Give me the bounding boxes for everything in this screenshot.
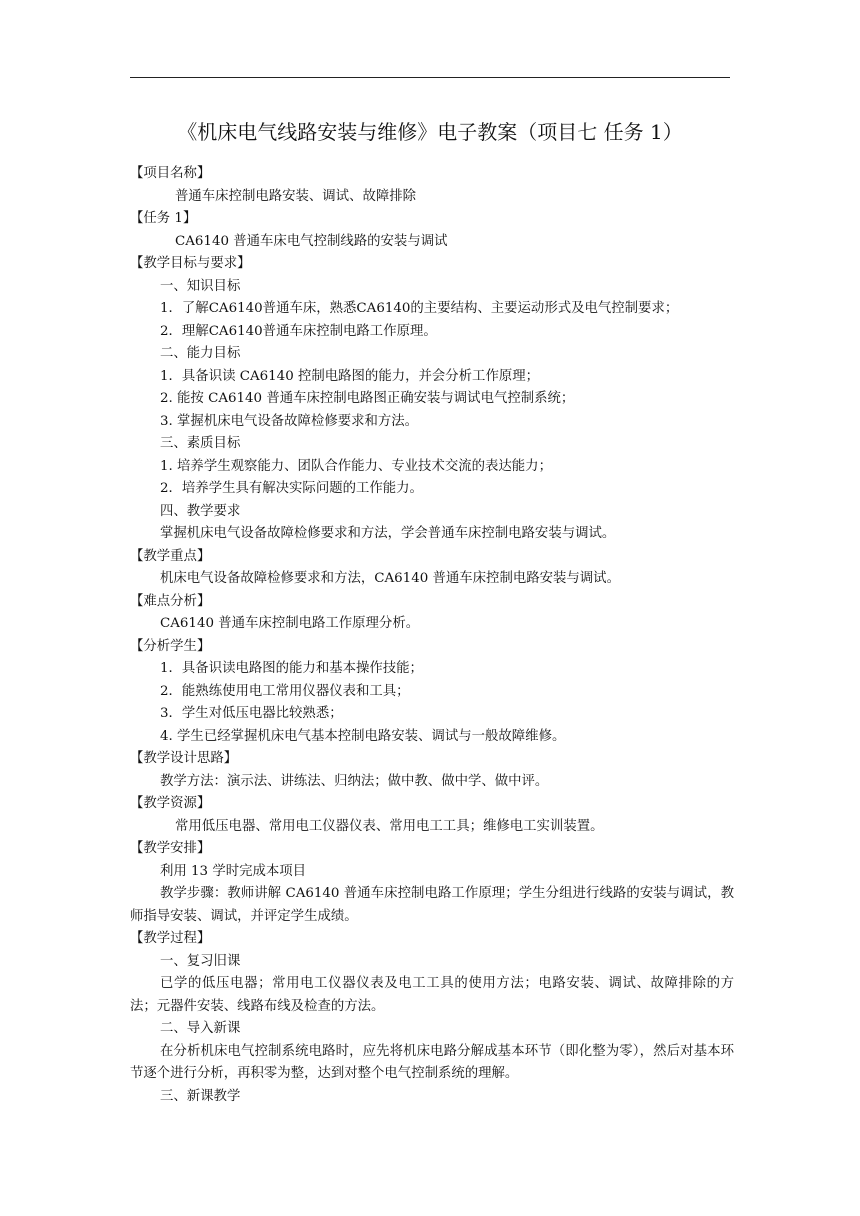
text-line: 1．了解CA6140普通车床，熟悉CA6140的主要结构、主要运动形式及电气控制要求； [160, 301, 679, 316]
text-line: 3. 掌握机床电气设备故障检修要求和方法。 [160, 413, 419, 429]
text-line: 在分析机床电气控制系统电路时，应先将机床电路分解成基本环节（即化整为零），然后对基本环节逐个进行分析，再积零为整，达到对整个电气控制系统的理解。 [130, 1043, 734, 1081]
text-line: 已学的低压电器；常用电工仪器仪表及电工工具的使用方法；电路安装、调试、故障排除的方法；元器件安装、线路布线及检查的方法。 [130, 976, 734, 1014]
text-line: 一、知识目标 [160, 278, 241, 294]
document-body [130, 163, 734, 1108]
text-line: 三、新课教学 [160, 1088, 241, 1104]
text-line: 2. 能按 CA6140 普通车床控制电路图正确安装与调试电气控制系统； [160, 391, 575, 406]
text-line: 利用 13 学时完成本项目 [160, 863, 307, 879]
section-heading: 【教学重点】 [130, 548, 211, 564]
text-line: 4. 学生已经掌握机床电气基本控制电路安装、调试与一般故障维修。 [160, 728, 566, 744]
text-line: 1．具备识读 CA6140 控制电路图的能力，并会分析工作原理； [160, 368, 540, 384]
section-heading: 【分析学生】 [130, 638, 211, 654]
section-heading: 【项目名称】 [130, 166, 211, 181]
text-line: 1．具备识读电路图的能力和基本操作技能； [160, 661, 423, 676]
section-heading: 【教学过程】 [130, 931, 211, 946]
section-heading: 【教学资源】 [130, 796, 211, 811]
text-line: CA6140 普通车床电气控制线路的安装与调试 [175, 233, 448, 249]
section-heading: 【难点分析】 [130, 593, 211, 609]
text-line: 机床电气设备故障检修要求和方法，CA6140 普通车床控制电路安装与调试。 [160, 571, 620, 586]
text-line: 1. 培养学生观察能力、团队合作能力、专业技术交流的表达能力； [160, 458, 552, 474]
text-line: 教学方法：演示法、讲练法、归纳法；做中教、做中学、做中评。 [160, 773, 549, 789]
text-line: 2．能熟练使用电工常用仪器仪表和工具； [160, 683, 410, 699]
text-line: 常用低压电器、常用电工仪器仪表、常用电工工具；维修电工实训装置。 [175, 818, 604, 834]
text-line: 三、素质目标 [160, 436, 241, 451]
text-line: 四、教学要求 [160, 503, 241, 519]
section-heading: 【教学安排】 [130, 841, 211, 856]
header-rule [130, 77, 730, 78]
document-title: 《机床电气线路安装与维修》电子教案（项目七 任务 1） [177, 120, 683, 144]
text-line: 二、能力目标 [160, 346, 241, 361]
text-line: 2．理解CA6140普通车床控制电路工作原理。 [160, 323, 437, 339]
text-line: 普通车床控制电路安装、调试、故障排除 [175, 188, 417, 204]
section-heading: 【教学目标与要求】 [130, 256, 251, 271]
text-line: 二、导入新课 [160, 1021, 241, 1036]
text-line: 教学步骤：教师讲解 CA6140 普通车床控制电路工作原理；学生分组进行线路的安装与调试，教师指导安装、调试，并评定学生成绩。 [130, 886, 734, 924]
text-line: 掌握机床电气设备故障检修要求和方法，学会普通车床控制电路安装与调试。 [160, 526, 616, 541]
section-heading: 【任务 1】 [130, 211, 197, 226]
text-line: CA6140 普通车床控制电路工作原理分析。 [160, 616, 420, 631]
text-line: 一、复习旧课 [160, 953, 241, 969]
text-line: 2．培养学生具有解决实际问题的工作能力。 [160, 481, 423, 496]
section-heading: 【教学设计思路】 [130, 751, 238, 766]
text-line: 3．学生对低压电器比较熟悉； [160, 706, 343, 721]
